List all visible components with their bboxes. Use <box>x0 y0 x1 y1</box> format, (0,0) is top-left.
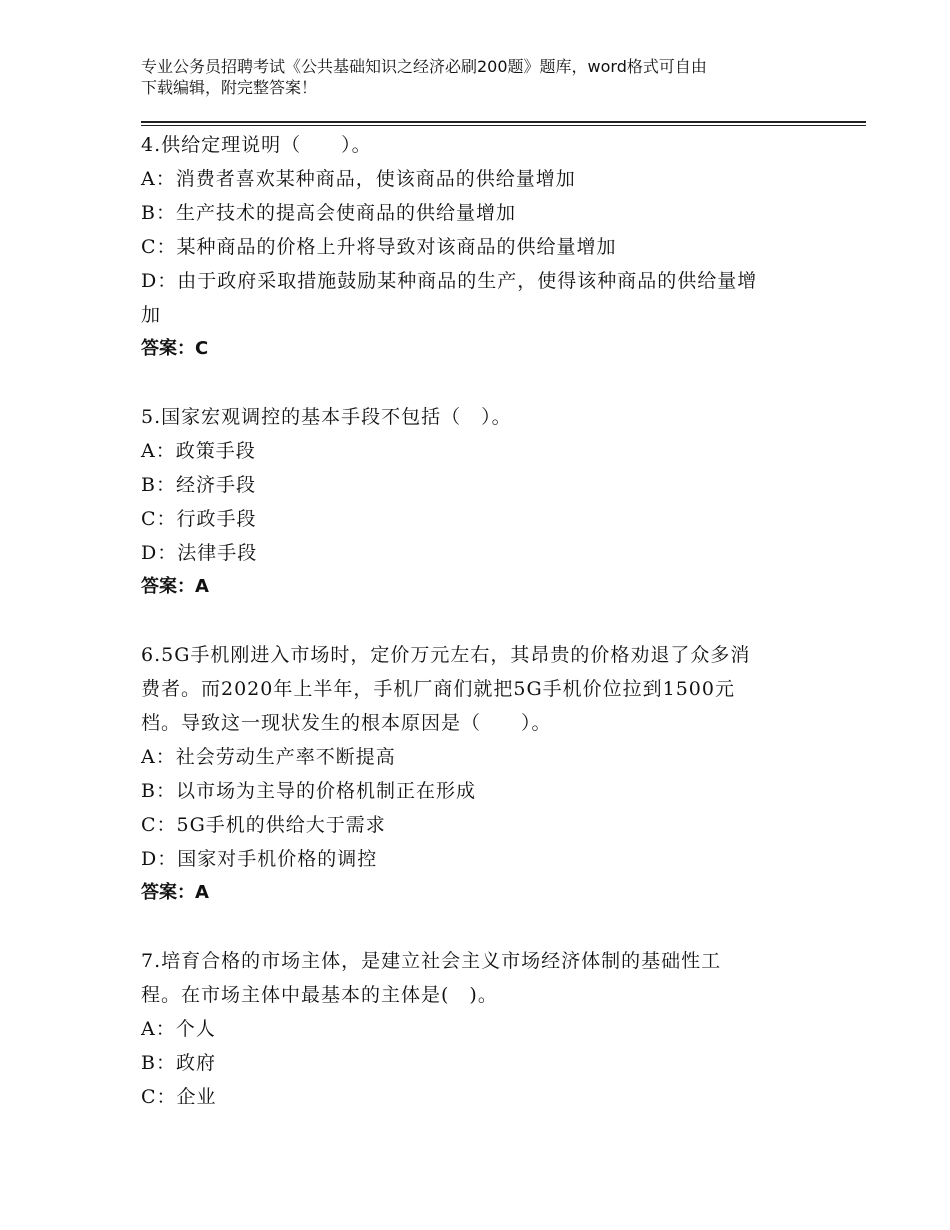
answer-label: 答案：A <box>141 882 209 903</box>
spacer <box>141 604 841 638</box>
option-b: B：政府 <box>141 1052 216 1074</box>
header-divider <box>141 121 866 123</box>
question-stem: 7.培育合格的市场主体，是建立社会主义市场经济体制的基础性工 <box>141 950 722 972</box>
option-a: A：消费者喜欢某种商品，使该商品的供给量增加 <box>141 168 576 190</box>
option-c: C：行政手段 <box>141 508 257 530</box>
option-d: D：法律手段 <box>141 542 258 564</box>
option-d-continued: 加 <box>141 304 162 326</box>
question-list <box>141 128 841 1114</box>
question-stem: 6.5G手机刚进入市场时，定价万元左右，其昂贵的价格劝退了众多消 <box>141 644 751 666</box>
option-d: D：国家对手机价格的调控 <box>141 848 378 870</box>
header-divider-thin <box>141 125 866 126</box>
answer-label: 答案：C <box>141 338 209 359</box>
document-header <box>141 56 831 98</box>
question-5 <box>141 400 841 604</box>
option-a: A：社会劳动生产率不断提高 <box>141 746 396 768</box>
option-c: C：某种商品的价格上升将导致对该商品的供给量增加 <box>141 236 617 258</box>
option-b: B：经济手段 <box>141 474 256 496</box>
question-stem-continued: 程。在市场主体中最基本的主体是( )。 <box>141 984 498 1006</box>
option-a: A：政策手段 <box>141 440 256 462</box>
question-6 <box>141 638 841 910</box>
option-a: A：个人 <box>141 1018 216 1040</box>
option-c: C：5G手机的供给大于需求 <box>141 814 386 836</box>
option-c: C：企业 <box>141 1086 217 1108</box>
header-line-1: 专业公务员招聘考试《公共基础知识之经济必刷200题》题库，word格式可自由 <box>141 57 707 76</box>
question-stem-continued: 档。导致这一现状发生的根本原因是（ ）。 <box>141 712 552 734</box>
header-line-2: 下载编辑，附完整答案！ <box>141 78 318 97</box>
spacer <box>141 910 841 944</box>
answer-label: 答案：A <box>141 576 209 597</box>
question-7 <box>141 944 841 1114</box>
question-stem: 5.国家宏观调控的基本手段不包括（ ）。 <box>141 406 512 428</box>
option-b: B：生产技术的提高会使商品的供给量增加 <box>141 202 516 224</box>
option-d: D：由于政府采取措施鼓励某种商品的生产，使得该种商品的供给量增 <box>141 270 758 292</box>
question-4 <box>141 128 841 366</box>
question-stem: 4.供给定理说明（ ）。 <box>141 134 372 156</box>
option-b: B：以市场为主导的价格机制正在形成 <box>141 780 476 802</box>
question-stem-continued: 费者。而2020年上半年，手机厂商们就把5G手机价位拉到1500元 <box>141 678 735 700</box>
spacer <box>141 366 841 400</box>
